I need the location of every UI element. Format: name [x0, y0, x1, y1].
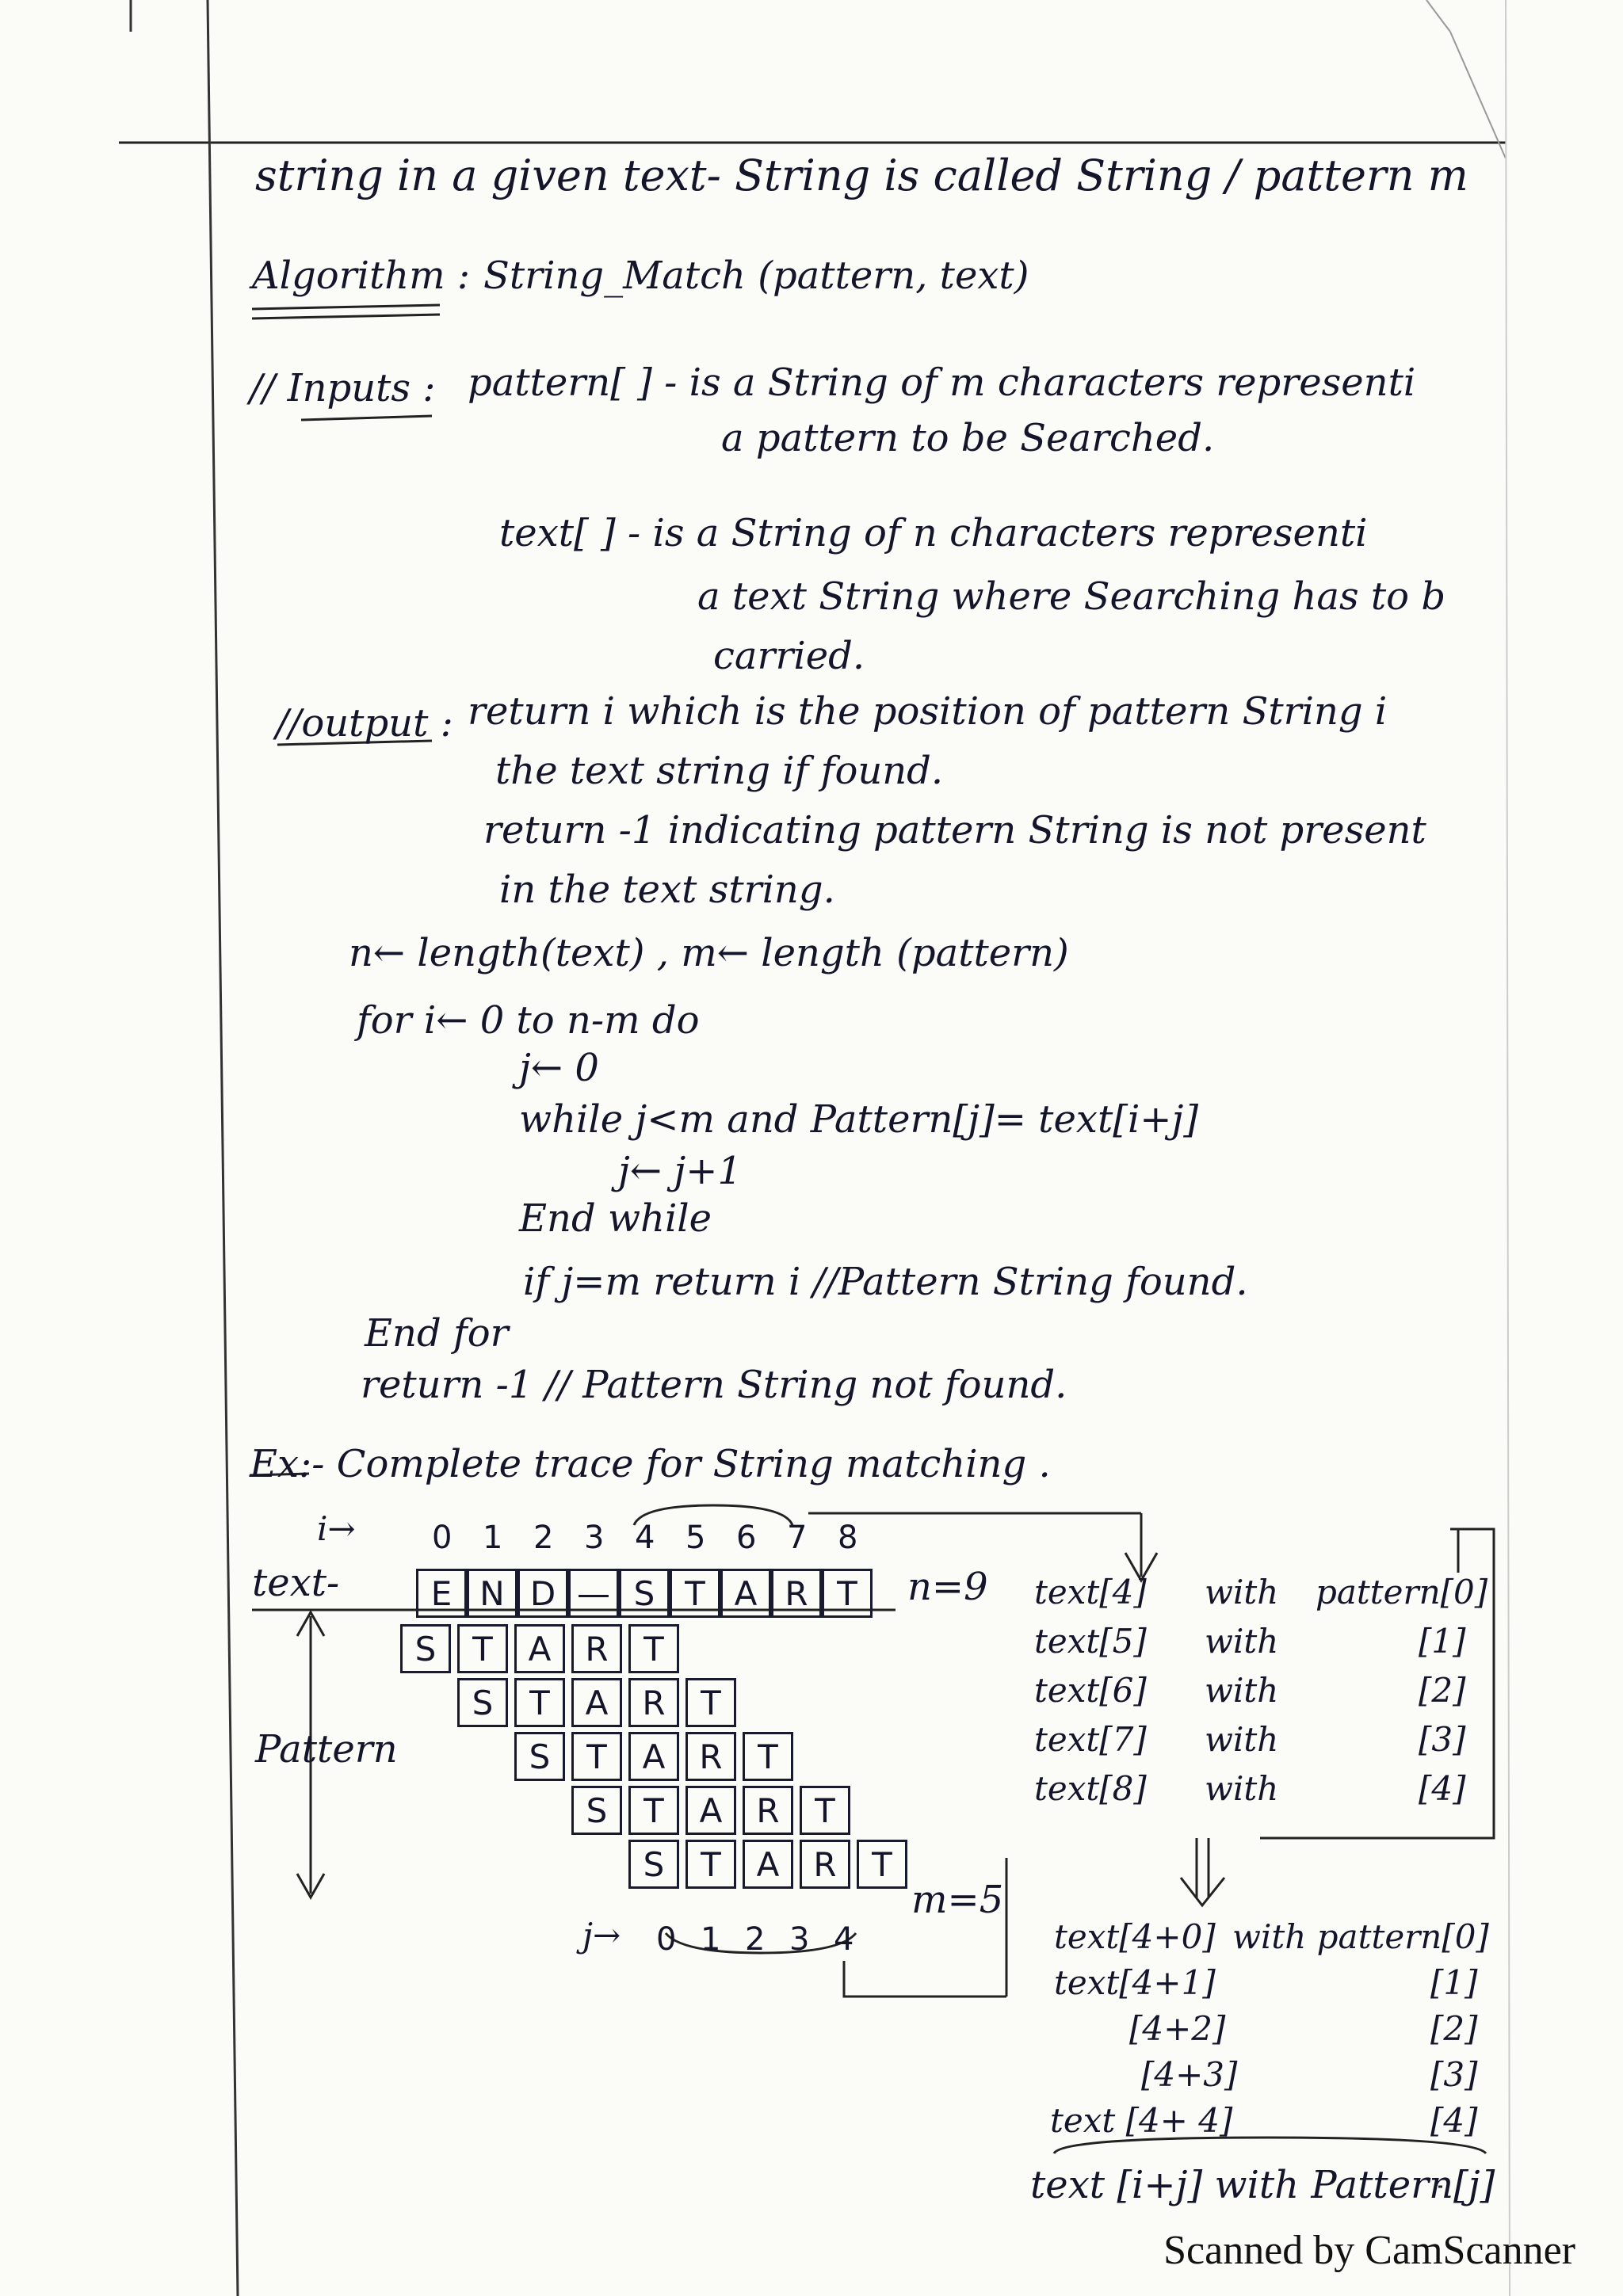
pattern-row-1-cell-1: T: [514, 1678, 565, 1727]
pattern-row-1-cell-4: T: [685, 1678, 736, 1727]
text-cell-5: T: [670, 1569, 720, 1618]
compare2-row-3-left: [4+3]: [1141, 2055, 1238, 2094]
inputs-pattern-line1: pattern[ ] - is a String of m characters representi: [468, 360, 1416, 405]
compare1-row-4-mid: with: [1205, 1769, 1279, 1808]
compare2-row-2-right: [2]: [1430, 2009, 1478, 2048]
text-row-label: text-: [252, 1561, 340, 1605]
output-found-line2: the text string if found.: [495, 749, 944, 793]
i-index-1: 1: [483, 1520, 503, 1556]
pattern-row-2-cell-4: T: [743, 1732, 793, 1781]
m-value-label: m=5: [911, 1878, 1004, 1922]
output-notfound-line2: in the text string.: [499, 868, 835, 912]
compare1-row-2-right: [2]: [1419, 1671, 1466, 1710]
j-index-3: 3: [789, 1921, 810, 1958]
inputs-text-line3: carried.: [713, 634, 865, 678]
compare1-row-4-right: [4]: [1419, 1769, 1466, 1808]
pattern-row-3-cell-2: A: [685, 1786, 736, 1835]
i-index-8: 8: [838, 1520, 858, 1556]
compare1-row-0-left: text[4]: [1034, 1573, 1147, 1611]
text-cell-7: R: [771, 1569, 822, 1618]
compare2-row-1-right: [1]: [1430, 1963, 1478, 2002]
pattern-row-0-cell-3: R: [571, 1624, 622, 1673]
text-cell-2: D: [517, 1569, 568, 1618]
pattern-row-2-cell-1: T: [571, 1732, 622, 1781]
pattern-label: Pattern: [255, 1727, 398, 1772]
output-label: //output :: [276, 701, 453, 746]
code-line-end-while: End while: [519, 1196, 712, 1241]
pattern-row-2-cell-3: R: [685, 1732, 736, 1781]
compare2-row-1-left: text[4+1]: [1054, 1963, 1216, 2002]
text-cell-6: A: [720, 1569, 771, 1618]
compare1-row-3-right: [3]: [1419, 1720, 1466, 1759]
pattern-row-4-cell-1: T: [685, 1840, 736, 1889]
compare1-row-0-mid: with: [1205, 1573, 1279, 1611]
line-string-definition: string in a given text- String is called String / pattern m: [255, 151, 1468, 200]
text-cell-8: T: [822, 1569, 873, 1618]
code-line-for: for i← 0 to n-m do: [357, 998, 700, 1043]
pattern-row-0-cell-2: A: [514, 1624, 565, 1673]
compare1-row-2-mid: with: [1205, 1671, 1279, 1710]
i-index-5: 5: [685, 1520, 706, 1556]
pattern-row-4-cell-3: R: [800, 1840, 850, 1889]
code-line-return-minus1: return -1 // Pattern String not found.: [361, 1363, 1067, 1407]
j-index-1: 1: [701, 1921, 721, 1958]
pattern-row-4-cell-2: A: [743, 1840, 793, 1889]
comparison-summary: text [i+j] with Pattern[j]: [1030, 2163, 1495, 2207]
code-line-j-init: j← 0: [519, 1046, 599, 1090]
pattern-row-2-cell-0: S: [514, 1732, 565, 1781]
text-cell-0: E: [416, 1569, 467, 1618]
n-value-label: n=9: [907, 1565, 988, 1609]
code-line-while: while j<m and Pattern[j]= text[i+j]: [519, 1097, 1199, 1142]
pattern-row-2-cell-2: A: [628, 1732, 679, 1781]
pattern-row-0-cell-4: T: [628, 1624, 679, 1673]
j-index-label: j→: [582, 1916, 621, 1955]
pattern-row-0-cell-0: S: [400, 1624, 451, 1673]
code-line-lengths: n← length(text) , m← length (pattern): [349, 931, 1069, 975]
j-index-0: 0: [656, 1921, 677, 1958]
compare1-row-4-left: text[8]: [1034, 1769, 1147, 1808]
j-index-4: 4: [834, 1921, 854, 1958]
inputs-label: // Inputs :: [250, 366, 436, 410]
pattern-row-1-cell-3: R: [628, 1678, 679, 1727]
example-heading: Ex:- Complete trace for String matching .: [250, 1442, 1051, 1486]
compare2-row-0-left: text[4+0]: [1054, 1917, 1216, 1956]
code-line-end-for: End for: [365, 1311, 509, 1356]
i-index-label: i→: [317, 1509, 356, 1548]
algorithm-heading: Algorithm :: [252, 254, 471, 298]
i-index-4: 4: [635, 1520, 655, 1556]
compare2-row-0-right: with pattern[0]: [1232, 1917, 1489, 1956]
compare1-row-3-left: text[7]: [1034, 1720, 1147, 1759]
i-index-3: 3: [584, 1520, 605, 1556]
compare1-row-1-mid: with: [1205, 1622, 1279, 1661]
pattern-row-0-cell-1: T: [457, 1624, 508, 1673]
inputs-text-line1: text[ ] - is a String of n characters representi: [499, 511, 1368, 555]
scanner-watermark: Scanned by CamScanner: [1163, 2228, 1575, 2273]
compare1-row-0-right: pattern[0]: [1316, 1573, 1488, 1611]
i-index-7: 7: [787, 1520, 808, 1556]
code-line-if-return: if j=m return i //Pattern String found.: [523, 1260, 1248, 1304]
inputs-text-line2: a text String where Searching has to b: [697, 574, 1446, 619]
compare2-row-3-right: [3]: [1430, 2055, 1478, 2094]
algorithm-signature: String_Match (pattern, text): [483, 254, 1029, 298]
code-line-increment: j← j+1: [618, 1149, 742, 1193]
compare1-row-1-left: text[5]: [1034, 1622, 1147, 1661]
pattern-row-1-cell-0: S: [457, 1678, 508, 1727]
i-index-6: 6: [736, 1520, 757, 1556]
j-index-2: 2: [745, 1921, 766, 1958]
pattern-row-3-cell-1: T: [628, 1786, 679, 1835]
i-index-2: 2: [533, 1520, 554, 1556]
pattern-row-1-cell-2: A: [571, 1678, 622, 1727]
text-cell-4: S: [619, 1569, 670, 1618]
pattern-row-4-cell-4: T: [857, 1840, 907, 1889]
output-notfound-line1: return -1 indicating pattern String is not present: [483, 808, 1426, 852]
pattern-row-3-cell-4: T: [800, 1786, 850, 1835]
pattern-row-3-cell-0: S: [571, 1786, 622, 1835]
compare1-row-3-mid: with: [1205, 1720, 1279, 1759]
inputs-pattern-line2: a pattern to be Searched.: [721, 416, 1215, 460]
compare2-row-4-left: text [4+ 4]: [1050, 2101, 1233, 2140]
text-cell-1: N: [467, 1569, 517, 1618]
pattern-row-3-cell-3: R: [743, 1786, 793, 1835]
i-index-0: 0: [432, 1520, 453, 1556]
text-cell-3: —: [568, 1569, 619, 1618]
compare2-row-4-right: [4]: [1430, 2101, 1478, 2140]
compare2-row-2-left: [4+2]: [1129, 2009, 1226, 2048]
compare1-row-1-right: [1]: [1419, 1622, 1466, 1661]
output-found-line1: return i which is the position of pattern String i: [468, 689, 1388, 734]
compare1-row-2-left: text[6]: [1034, 1671, 1147, 1710]
pattern-row-4-cell-0: S: [628, 1840, 679, 1889]
